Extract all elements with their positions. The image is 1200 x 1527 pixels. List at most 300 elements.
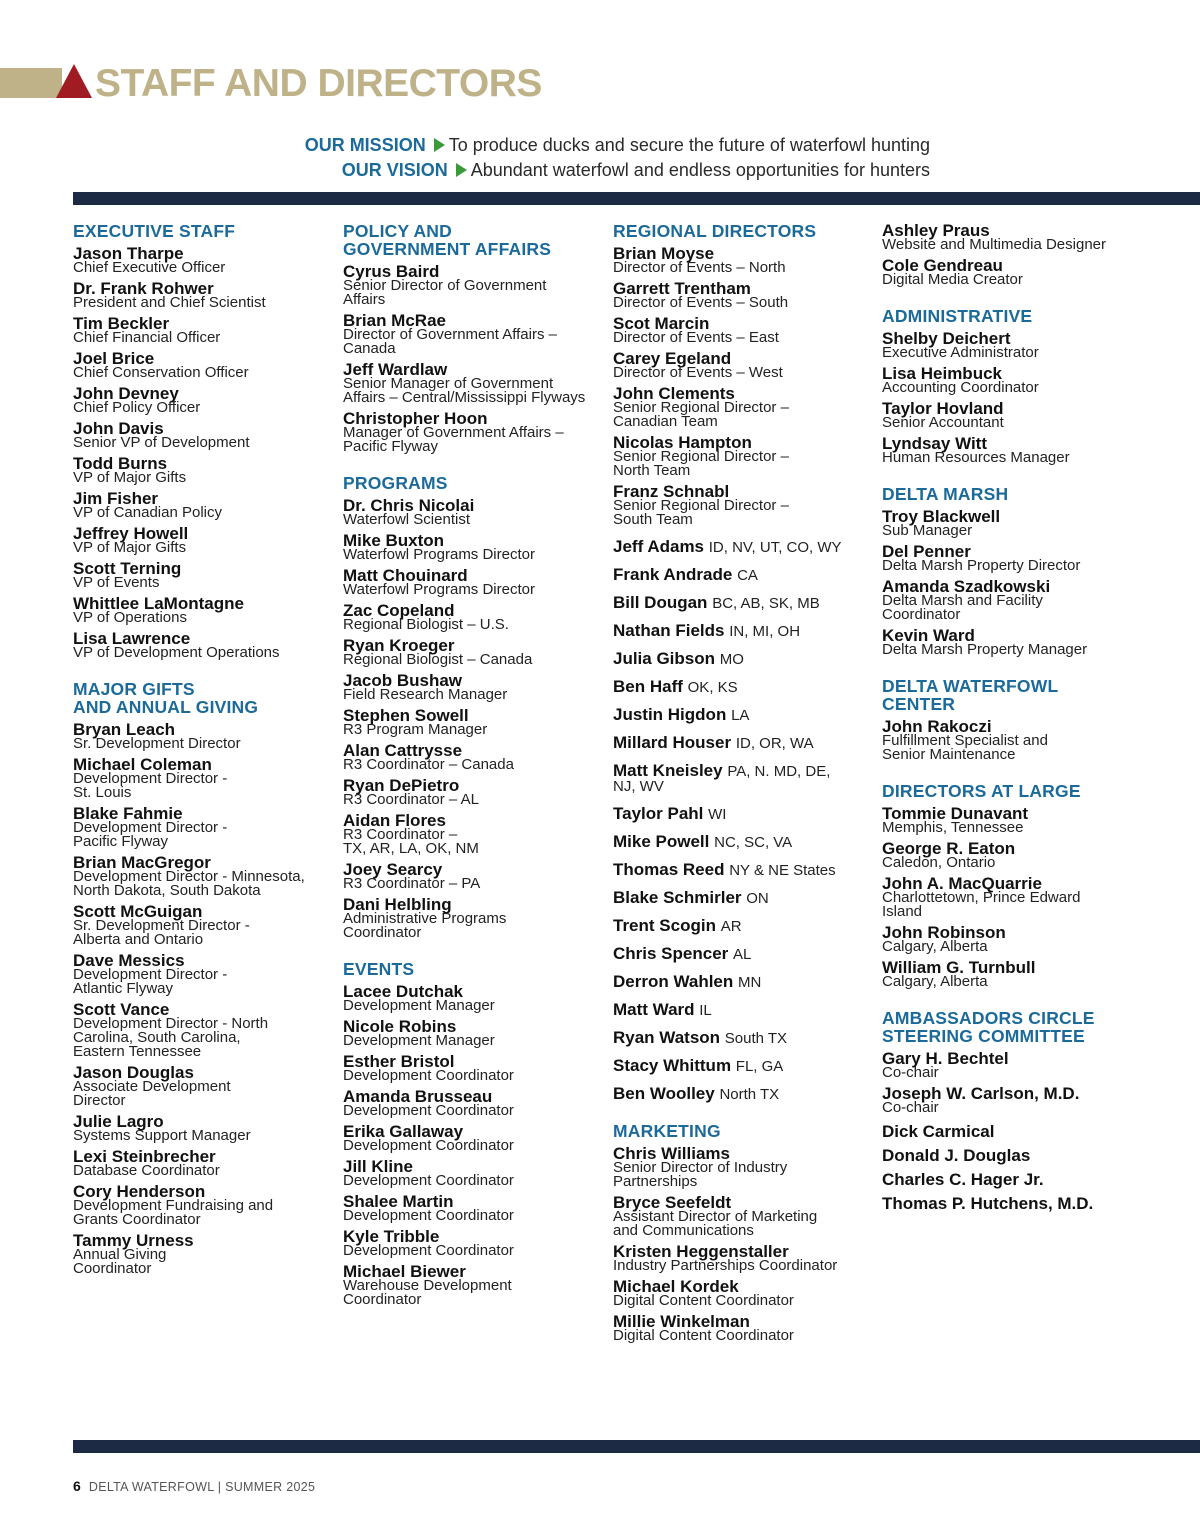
staff-name: Garrett Trentham	[613, 279, 751, 298]
staff-role	[73, 331, 333, 345]
staff-name: Cyrus Baird	[343, 262, 440, 281]
regional-director	[613, 972, 873, 991]
staff-name: Brian Moyse	[613, 244, 715, 263]
staff-name: Troy Blackwell	[882, 507, 1001, 526]
staff-role	[882, 1101, 1200, 1115]
regional-director-name: Ben Haff	[613, 677, 683, 696]
staff-role	[613, 450, 873, 478]
staff-role-line: Warehouse Development	[343, 1277, 512, 1294]
staff-entry	[73, 951, 333, 997]
staff-name: Scott Vance	[73, 1000, 170, 1019]
staff-role	[613, 296, 873, 310]
section-heading	[613, 222, 873, 240]
staff-name: Jeff Wardlaw	[343, 360, 448, 379]
staff-name: Carey Egeland	[613, 349, 732, 368]
publication-info: DELTA WATERFOWL | SUMMER 2025	[88, 1480, 316, 1494]
staff-role-line: Chief Conservation Officer	[73, 364, 249, 381]
staff-role-line: Development Director -	[73, 770, 228, 787]
staff-name: Amanda Brusseau	[343, 1087, 493, 1106]
staff-entry	[73, 1063, 333, 1109]
staff-role-line: President and Chief Scientist	[73, 294, 266, 311]
staff-role	[73, 541, 333, 555]
staff-name: Joseph W. Carlson, M.D.	[882, 1084, 1080, 1103]
staff-role	[73, 1199, 333, 1227]
staff-name: Tommie Dunavant	[882, 804, 1029, 823]
staff-name: William G. Turnbull	[882, 958, 1036, 977]
staff-role	[882, 734, 1200, 762]
staff-name: George R. Eaton	[882, 839, 1016, 858]
staff-role-line: Sr. Development Director	[73, 735, 241, 752]
vision-label: OUR VISION	[341, 160, 448, 180]
staff-name: John Rakoczi	[882, 717, 992, 736]
section-heading-line: DELTA MARSH	[882, 484, 1009, 504]
staff-role-line: Regional Biologist – U.S.	[343, 616, 509, 633]
staff-role-line: Affairs – Central/Mississippi Flyways	[343, 389, 586, 406]
mission-text: To produce ducks and secure the future of waterfowl hunting	[448, 135, 930, 155]
staff-name: Ashley Praus	[882, 221, 990, 240]
staff-entry	[343, 1122, 603, 1154]
staff-role	[882, 524, 1200, 538]
regional-director-states: ON	[746, 890, 769, 907]
regional-director-name: Derron Wahlen	[613, 972, 734, 991]
staff-role-line: R3 Coordinator –	[343, 826, 458, 843]
staff-name: Franz Schnabl	[613, 482, 730, 501]
staff-role	[73, 611, 333, 625]
section-heading-line: GOVERNMENT AFFAIRS	[343, 239, 552, 259]
staff-entry	[882, 1084, 1200, 1116]
staff-role-line: Development Coordinator	[343, 1242, 514, 1259]
section-heading-line: PROGRAMS	[343, 473, 448, 493]
regional-director-states: ID, NV, UT, CO, WY	[708, 539, 842, 556]
staff-role-line: Associate Development	[73, 1078, 231, 1095]
staff-role-line: Development Coordinator	[343, 1067, 514, 1084]
staff-role-line: Caledon, Ontario	[882, 854, 996, 871]
page-number: 6	[73, 1478, 82, 1494]
staff-role	[73, 1080, 333, 1108]
staff-role-line: Co-chair	[882, 1099, 939, 1116]
staff-role-line: St. Louis	[73, 784, 132, 801]
staff-entry	[613, 349, 873, 381]
staff-role	[882, 273, 1200, 287]
staff-role-line: Waterfowl Programs Director	[343, 581, 535, 598]
staff-role-line: Human Resources Manager	[882, 449, 1070, 466]
regional-director-name: Mike Powell	[613, 832, 710, 851]
staff-name: John Devney	[73, 384, 179, 403]
mission-statement	[0, 134, 930, 156]
column-1	[73, 222, 333, 1276]
staff-entry	[613, 1277, 873, 1309]
staff-role	[343, 426, 603, 454]
vision-statement	[0, 159, 930, 181]
regional-director-states: BC, AB, SK, MB	[712, 595, 820, 612]
section-gap	[882, 287, 1200, 307]
staff-entry	[882, 1122, 1200, 1141]
section-heading-line: MAJOR GIFTS	[73, 679, 195, 699]
staff-role	[613, 1294, 873, 1308]
staff-role-line: Systems Support Manager	[73, 1127, 251, 1144]
regional-director-states: ID, OR, WA	[735, 735, 814, 752]
regional-director	[613, 761, 873, 795]
regional-director	[613, 565, 873, 584]
staff-role-line: Calgary, Alberta	[882, 973, 988, 990]
staff-role-line: Eastern Tennessee	[73, 1043, 202, 1060]
section-heading	[73, 680, 333, 716]
staff-entry	[73, 489, 333, 521]
regional-director-states: NY & NE States	[729, 862, 836, 879]
staff-role-line: Waterfowl Scientist	[343, 511, 470, 528]
staff-entry	[73, 720, 333, 752]
staff-entry	[343, 741, 603, 773]
staff-entry	[73, 1182, 333, 1228]
staff-role-line: and Communications	[613, 1222, 754, 1239]
staff-role	[343, 793, 603, 807]
staff-entry	[343, 601, 603, 633]
title-accent-band	[0, 68, 62, 98]
staff-name: Shalee Martin	[343, 1192, 454, 1211]
staff-role	[73, 296, 333, 310]
staff-name: Joey Searcy	[343, 860, 443, 879]
regional-director-name: Ryan Watson	[613, 1028, 721, 1047]
staff-name: Erika Gallaway	[343, 1122, 464, 1141]
staff-name: Lisa Lawrence	[73, 629, 191, 648]
staff-role	[343, 1139, 603, 1153]
staff-role-line: R3 Coordinator – Canada	[343, 756, 514, 773]
staff-entry	[73, 594, 333, 626]
staff-role-line: Waterfowl Programs Director	[343, 546, 535, 563]
section-heading	[882, 677, 1200, 713]
staff-role-line: Director of Events – West	[613, 364, 783, 381]
staff-role-line: Digital Content Coordinator	[613, 1292, 794, 1309]
regional-director-name: Millard Houser	[613, 733, 732, 752]
staff-name: John Davis	[73, 419, 164, 438]
staff-name: Jacob Bushaw	[343, 671, 463, 690]
staff-name: Michael Kordek	[613, 1277, 739, 1296]
staff-entry	[882, 923, 1200, 955]
staff-role-line: Coordinator	[343, 1291, 422, 1308]
staff-role	[613, 366, 873, 380]
section-heading	[882, 485, 1200, 503]
staff-role	[343, 1244, 603, 1258]
staff-entry	[882, 256, 1200, 288]
staff-role	[613, 1259, 873, 1273]
staff-role-line: Development Director - North	[73, 1015, 269, 1032]
staff-name: Lexi Steinbrecher	[73, 1147, 216, 1166]
staff-role-line: Director of Events – North	[613, 259, 786, 276]
regional-director-states: MN	[738, 974, 762, 991]
staff-role	[73, 968, 333, 996]
staff-role-line: Partnerships	[613, 1173, 698, 1190]
regional-director-name: Matt Ward	[613, 1000, 695, 1019]
staff-role-line: Development Coordinator	[343, 1102, 514, 1119]
green-arrow-icon	[456, 163, 467, 177]
staff-role-line: Development Manager	[343, 997, 495, 1014]
staff-role-line: Senior Director of Government	[343, 277, 547, 294]
staff-name: Jason Tharpe	[73, 244, 184, 263]
staff-role	[343, 999, 603, 1013]
staff-entry	[73, 454, 333, 486]
staff-role	[73, 1129, 333, 1143]
staff-entry	[343, 811, 603, 857]
section-gap	[882, 465, 1200, 485]
staff-entry	[343, 1262, 603, 1308]
staff-role-line: South Team	[613, 511, 693, 528]
staff-role-line: Pacific Flyway	[73, 833, 169, 850]
staff-entry	[613, 279, 873, 311]
staff-entry	[73, 349, 333, 381]
staff-role-line: Chief Executive Officer	[73, 259, 226, 276]
top-divider	[73, 192, 1200, 205]
staff-role	[613, 401, 873, 429]
column-4	[882, 222, 1200, 1211]
staff-entry	[73, 629, 333, 661]
section-heading-line: EVENTS	[343, 959, 415, 979]
staff-entry	[882, 717, 1200, 763]
staff-role	[343, 877, 603, 891]
staff-role-line: North Dakota, South Dakota	[73, 882, 261, 899]
column-2	[343, 222, 603, 1307]
page-title: STAFF AND DIRECTORS	[95, 62, 542, 105]
staff-role-line: Co-chair	[882, 1064, 939, 1081]
staff-entry	[73, 1000, 333, 1060]
regional-director	[613, 1084, 873, 1103]
staff-entry	[882, 507, 1200, 539]
section-gap	[343, 940, 603, 960]
staff-role	[613, 499, 873, 527]
staff-role-line: Senior Regional Director –	[613, 399, 789, 416]
staff-role-line: Development Director - Minnesota,	[73, 868, 305, 885]
staff-role-line: Development Fundraising and	[73, 1197, 274, 1214]
staff-role-line: VP of Operations	[73, 609, 187, 626]
staff-role-line: Affairs	[343, 291, 386, 308]
staff-role-line: Sub Manager	[882, 522, 973, 539]
section-gap	[882, 762, 1200, 782]
regional-director	[613, 677, 873, 696]
regional-director	[613, 1000, 873, 1019]
section-heading-line: CENTER	[882, 694, 956, 714]
staff-role-line: Database Coordinator	[73, 1162, 220, 1179]
staff-role	[613, 331, 873, 345]
section-heading	[882, 307, 1200, 325]
staff-entry	[882, 434, 1200, 466]
staff-name: Nicolas Hampton	[613, 433, 752, 452]
staff-entry	[613, 1144, 873, 1190]
regional-director-name: Justin Higdon	[613, 705, 727, 724]
staff-name: Mike Buxton	[343, 531, 445, 550]
regional-director	[613, 804, 873, 823]
staff-role-line: Island	[882, 903, 923, 920]
staff-entry	[343, 1227, 603, 1259]
staff-name: Julie Lagro	[73, 1112, 164, 1131]
staff-name: Tim Beckler	[73, 314, 170, 333]
staff-role-line: Website and Multimedia Designer	[882, 236, 1106, 253]
section-gap	[882, 657, 1200, 677]
staff-name: Whittlee LaMontagne	[73, 594, 244, 613]
staff-role	[343, 618, 603, 632]
staff-role-line: Chief Financial Officer	[73, 329, 221, 346]
staff-name: Jeffrey Howell	[73, 524, 189, 543]
staff-role-line: VP of Events	[73, 574, 160, 591]
regional-director-states: IL	[699, 1002, 712, 1019]
staff-role	[73, 401, 333, 415]
section-heading-line: REGIONAL DIRECTORS	[613, 221, 817, 241]
regional-director-states: FL, GA	[735, 1058, 784, 1075]
regional-director	[613, 649, 873, 668]
staff-role	[73, 870, 333, 898]
staff-role	[882, 643, 1200, 657]
staff-entry	[343, 671, 603, 703]
staff-role-line: Grants Coordinator	[73, 1211, 201, 1228]
staff-entry	[343, 1192, 603, 1224]
section-gap	[613, 1102, 873, 1122]
staff-name: Michael Coleman	[73, 755, 212, 774]
staff-role-line: Senior VP of Development	[73, 434, 250, 451]
staff-role	[343, 1174, 603, 1188]
staff-role	[882, 891, 1200, 919]
staff-entry	[613, 1242, 873, 1274]
regional-director	[613, 733, 873, 752]
staff-role	[73, 436, 333, 450]
section-heading-line: AMBASSADORS CIRCLE	[882, 1008, 1095, 1028]
staff-role	[343, 583, 603, 597]
staff-name: Todd Burns	[73, 454, 168, 473]
staff-role-line: Annual Giving	[73, 1246, 167, 1263]
staff-role	[73, 772, 333, 800]
staff-name: Jill Kline	[343, 1157, 413, 1176]
staff-role	[73, 506, 333, 520]
staff-name: Stephen Sowell	[343, 706, 469, 725]
regional-director	[613, 621, 873, 640]
staff-entry	[613, 482, 873, 528]
staff-role-line: TX, AR, LA, OK, NM	[343, 840, 479, 857]
staff-entry	[73, 524, 333, 556]
staff-entry	[73, 755, 333, 801]
staff-role	[882, 940, 1200, 954]
staff-name: Taylor Hovland	[882, 399, 1004, 418]
staff-role-line: Manager of Government Affairs –	[343, 424, 564, 441]
staff-name: Del Penner	[882, 542, 971, 561]
staff-role	[613, 1161, 873, 1189]
regional-director-name: Trent Scogin	[613, 916, 716, 935]
staff-name: Scott Terning	[73, 559, 182, 578]
regional-director-name: Taylor Pahl	[613, 804, 704, 823]
staff-role-line: Coordinator	[343, 924, 422, 941]
staff-role	[343, 377, 603, 405]
staff-name: John Robinson	[882, 923, 1006, 942]
section-heading	[882, 782, 1200, 800]
staff-name: Ryan Kroeger	[343, 636, 455, 655]
staff-name: Amanda Szadkowski	[882, 577, 1051, 596]
staff-entry	[73, 384, 333, 416]
staff-name: Charles C. Hager Jr.	[882, 1170, 1044, 1189]
staff-name: Blake Fahmie	[73, 804, 183, 823]
staff-entry	[882, 839, 1200, 871]
staff-entry	[343, 982, 603, 1014]
staff-name: Matt Chouinard	[343, 566, 468, 585]
staff-role	[343, 548, 603, 562]
bottom-divider	[73, 1440, 1200, 1453]
staff-entry	[343, 1087, 603, 1119]
staff-name: Shelby Deichert	[882, 329, 1011, 348]
staff-role-line: Senior Director of Industry	[613, 1159, 788, 1176]
staff-role-line: VP of Major Gifts	[73, 539, 187, 556]
staff-entry	[73, 804, 333, 850]
staff-role-line: Director	[73, 1092, 126, 1109]
regional-director-name: Blake Schmirler	[613, 888, 742, 907]
staff-role	[343, 1279, 603, 1307]
triangle-logo-icon	[56, 64, 92, 98]
section-gap	[73, 660, 333, 680]
regional-director-name: Jeff Adams	[613, 537, 705, 556]
staff-entry	[73, 853, 333, 899]
regional-director	[613, 1028, 873, 1047]
staff-role-line: Development Director -	[73, 966, 228, 983]
staff-name: Millie Winkelman	[613, 1312, 750, 1331]
staff-role-line: Assistant Director of Marketing	[613, 1208, 818, 1225]
regional-director-name: Frank Andrade	[613, 565, 733, 584]
staff-role	[73, 737, 333, 751]
section-heading-line: DIRECTORS AT LARGE	[882, 781, 1081, 801]
regional-director	[613, 944, 873, 963]
staff-entry	[882, 221, 1200, 253]
staff-role-line: Accounting Coordinator	[882, 379, 1039, 396]
staff-entry	[882, 874, 1200, 920]
staff-role	[882, 856, 1200, 870]
regional-director-name: Nathan Fields	[613, 621, 725, 640]
regional-director-name: Ben Woolley	[613, 1084, 715, 1103]
staff-role-line: Carolina, South Carolina,	[73, 1029, 241, 1046]
staff-role	[73, 821, 333, 849]
regional-director	[613, 832, 873, 851]
regional-director-states: CA	[737, 567, 758, 584]
staff-role	[882, 821, 1200, 835]
staff-role-line: Development Coordinator	[343, 1207, 514, 1224]
staff-role-line: Administrative Programs	[343, 910, 507, 927]
staff-role	[882, 559, 1200, 573]
staff-entry	[343, 409, 603, 455]
staff-role-line: Canada	[343, 340, 396, 357]
staff-name: Kristen Heggenstaller	[613, 1242, 789, 1261]
staff-entry	[613, 433, 873, 479]
staff-name: Dani Helbling	[343, 895, 452, 914]
section-gap	[343, 454, 603, 474]
staff-name: Esther Bristol	[343, 1052, 455, 1071]
regional-director	[613, 860, 873, 879]
staff-role-line: Sr. Development Director -	[73, 917, 250, 934]
staff-entry	[882, 1194, 1200, 1213]
regional-director-states: South TX	[724, 1030, 788, 1047]
staff-name: Christopher Hoon	[343, 409, 488, 428]
staff-name: Scot Marcin	[613, 314, 710, 333]
staff-name: Dave Messics	[73, 951, 185, 970]
staff-role-line: Digital Media Creator	[882, 271, 1023, 288]
staff-entry	[343, 496, 603, 528]
staff-entry	[882, 626, 1200, 658]
staff-role	[73, 366, 333, 380]
staff-role	[882, 594, 1200, 622]
staff-role-line: Atlantic Flyway	[73, 980, 174, 997]
staff-entry	[882, 329, 1200, 361]
staff-entry	[73, 244, 333, 276]
staff-name: Brian MacGregor	[73, 853, 211, 872]
staff-name: Lyndsay Witt	[882, 434, 988, 453]
staff-role	[882, 346, 1200, 360]
staff-role	[343, 1034, 603, 1048]
staff-role-line: Executive Administrator	[882, 344, 1039, 361]
staff-role	[613, 1329, 873, 1343]
staff-entry	[882, 542, 1200, 574]
staff-role-line: VP of Development Operations	[73, 644, 280, 661]
staff-entry	[73, 279, 333, 311]
